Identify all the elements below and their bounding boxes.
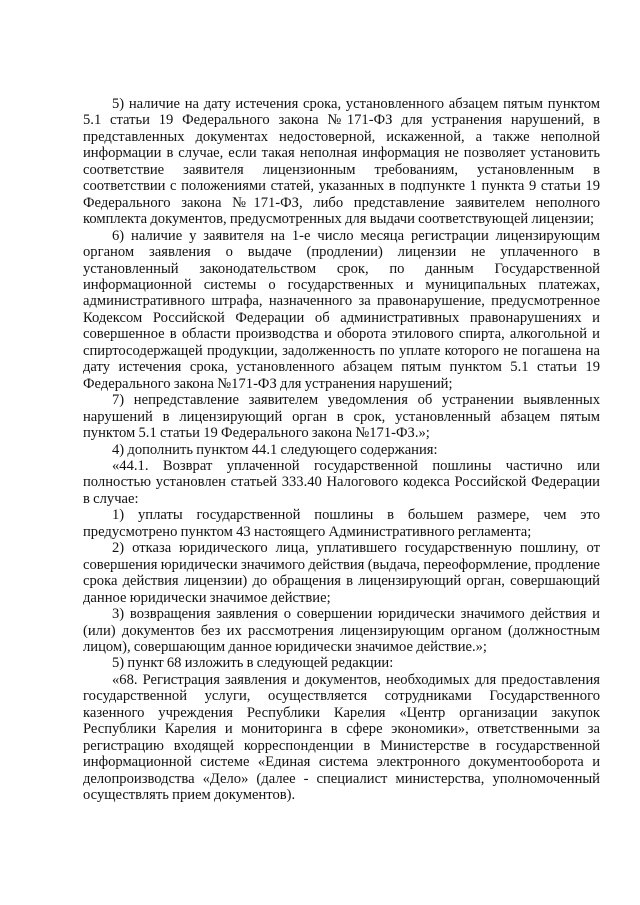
paragraph-clause-44-1-item-1: 1) уплаты государственной пошлины в большем размере, чем это предусмотрено пунктом 43 настоящего Административного регламента; — [83, 507, 600, 540]
paragraph-clause-44-1-item-2: 2) отказа юридического лица, уплатившего государственную пошлину, от совершения юридически значимого действия (выдача, переоформление, продление срока действия лицензии) до обращения в лицензирующий орган, совершающий данное юридически значимое действие; — [83, 540, 600, 606]
paragraph-clause-44-1-item-3: 3) возвращения заявления о совершении юридически значимого действия и (или) документов без их рассмотрения лицензирующим органом (должностным лицом), совершающим данное юридически значимое действие.»; — [83, 606, 600, 655]
document-page — [83, 96, 600, 803]
paragraph-clause-68: «68. Регистрация заявления и документов, необходимых для предоставления государственной услуги, осуществляется сотрудниками Государственного казенного учреждения Республики Карелия «Центр организации закупок Республики Карелия и мониторинга в сфере экономики», ответственными за регистрацию входящей корреспонденции в Министерстве в государственной информационной системе «Единая система электронного документооборота и делопроизводства «Дело» (далее - специалист министерства, уполномоченный осуществлять прием документов). — [83, 671, 600, 804]
paragraph-amendment-4: 4) дополнить пунктом 44.1 следующего содержания: — [112, 441, 438, 458]
paragraph-item-5-grounds: 5) наличие на дату истечения срока, установленного абзацем пятым пунктом 5.1 статьи 19 Федерального закона №171-ФЗ для устранения нарушений, в представленных документах недостоверной, искаженной, а также неполной информации в случае, если такая неполная информация не позволяет установить соответствие заявителя лицензионным требованиям, установленным в соответствии с положениями статей, указанных в подпункте 1 пункта 9 статьи 19 Федерального закона №171-ФЗ, либо представление заявителем неполного комплекта документов, предусмотренных для выдачи соответствующей лицензии; — [83, 96, 600, 228]
paragraph-item-6-grounds: 6) наличие у заявителя на 1-е число месяца регистрации лицензирующим органом заявления о выдаче (продлении) лицензии не уплаченного в установленный законодательством срок, по данным Государственной информационной системы о государственных и муниципальных платежах, административного штрафа, назначенного за правонарушение, предусмотренное Кодексом Российской Федерации об административных правонарушениях и совершенное в области производства и оборота этилового спирта, алкогольной и спиртосодержащей продукции, задолженность по уплате которого не погашена на дату истечения срока, установленного абзацем пятым пунктом 5.1 статьи 19 Федерального закона №171-ФЗ для устранения нарушений; — [83, 227, 600, 392]
paragraph-item-7-grounds: 7) непредставление заявителем уведомления об устранении выявленных нарушений в лицензирующий орган в срок, установленный абзацем пятым пунктом 5.1 статьи 19 Федерального закона №171-ФЗ.»; — [83, 392, 600, 442]
paragraph-clause-44-1: «44.1. Возврат уплаченной государственной пошлины частично или полностью установлен статьей 333.40 Налогового кодекса Российской Федерации в случае: — [83, 457, 600, 507]
paragraph-amendment-5: 5) пункт 68 изложить в следующей редакции: — [112, 655, 394, 672]
